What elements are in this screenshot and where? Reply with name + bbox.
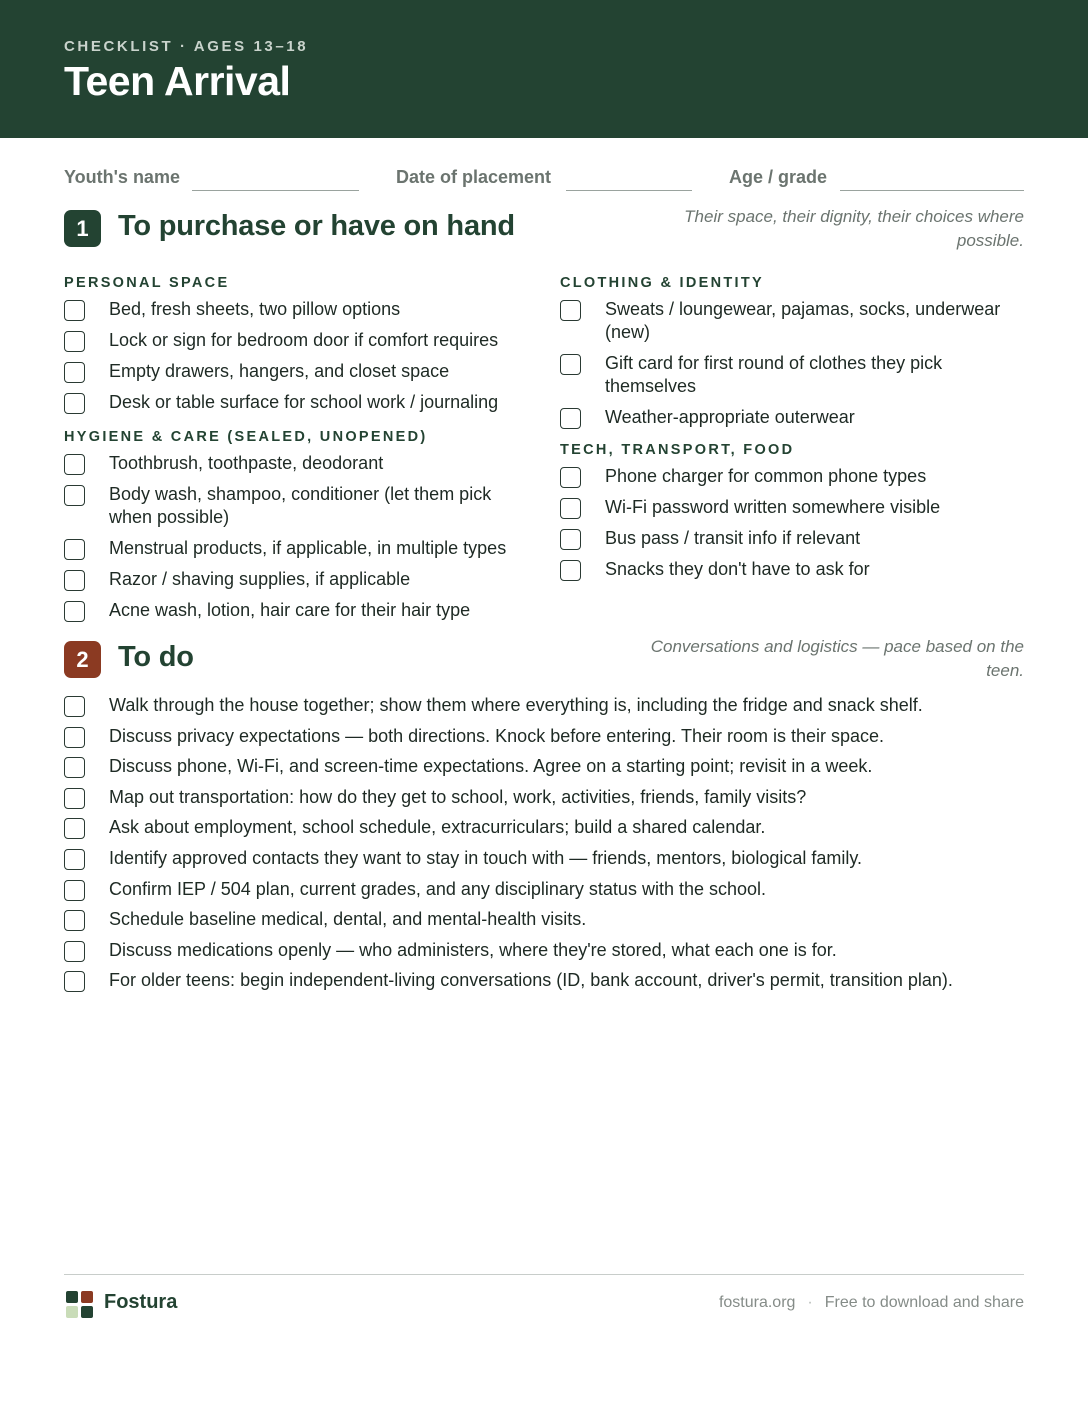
checkbox[interactable]	[64, 485, 85, 506]
checklist-item: Gift card for first round of clothes they pick themselves	[560, 352, 1024, 398]
todo-item: Ask about employment, school schedule, extracurriculars; build a shared calendar.	[64, 816, 1024, 839]
todo-item: Schedule baseline medical, dental, and mental-health visits.	[64, 908, 1024, 931]
checkbox[interactable]	[64, 300, 85, 321]
checklist-item: Snacks they don't have to ask for	[560, 558, 1024, 581]
todo-item: Discuss medications openly — who administers, where they're stored, what each one is for.	[64, 939, 1024, 962]
checklist-item: Weather-appropriate outerwear	[560, 406, 1024, 429]
checkbox[interactable]	[64, 331, 85, 352]
checkbox[interactable]	[64, 727, 85, 748]
header-banner	[0, 0, 1088, 138]
checklist-item: Bed, fresh sheets, two pillow options	[64, 298, 534, 321]
section-2-title: To do	[118, 641, 194, 673]
checkbox[interactable]	[64, 362, 85, 383]
checkbox[interactable]	[560, 467, 581, 488]
checklist-item: Empty drawers, hangers, and closet space	[64, 360, 534, 383]
checkbox[interactable]	[64, 696, 85, 717]
checklist-item: Razor / shaving supplies, if applicable	[64, 568, 534, 591]
checkbox[interactable]	[64, 971, 85, 992]
checkbox[interactable]	[64, 910, 85, 931]
footer-info	[719, 1294, 1024, 1312]
checklist-item: Desk or table surface for school work / journaling	[64, 391, 534, 414]
checklist-item: Phone charger for common phone types	[560, 465, 1024, 488]
checklist-item: Acne wash, lotion, hair care for their hair type	[64, 599, 534, 622]
age-grade-label: Age / grade	[729, 167, 828, 187]
checkbox[interactable]	[64, 818, 85, 839]
checklist-item: Sweats / loungewear, pajamas, socks, underwear (new)	[560, 298, 1024, 344]
group-title: HYGIENE & CARE (SEALED, UNOPENED)	[64, 429, 428, 445]
site-link[interactable]: fostura.org	[718, 1294, 796, 1311]
checkbox[interactable]	[560, 408, 581, 429]
checkbox[interactable]	[64, 880, 85, 901]
checklist-item: Body wash, shampoo, conditioner (let them pick when possible)	[64, 483, 534, 529]
todo-list	[64, 694, 1024, 1000]
checkbox[interactable]	[64, 454, 85, 475]
checklist-eyebrow: CHECKLIST · AGES 13–18	[64, 38, 309, 55]
checkbox[interactable]	[64, 601, 85, 622]
section-2-number-badge: 2	[64, 641, 101, 678]
todo-item: Identify approved contacts they want to stay in touch with — friends, mentors, biological family.	[64, 847, 1024, 870]
checklist-item: Bus pass / transit info if relevant	[560, 527, 1024, 550]
group-title: TECH, TRANSPORT, FOOD	[560, 442, 795, 458]
checkbox[interactable]	[64, 849, 85, 870]
checkbox[interactable]	[64, 570, 85, 591]
fostura-logo-icon	[66, 1291, 93, 1318]
checklist-item: Toothbrush, toothpaste, deodorant	[64, 452, 534, 475]
section-2-note: Conversations and logistics — pace based on the teen.	[650, 637, 1024, 680]
checkbox[interactable]	[560, 354, 581, 375]
todo-item: Map out transportation: how do they get to school, work, activities, friends, family visits?	[64, 786, 1024, 809]
age-grade-field[interactable]	[840, 190, 1024, 191]
group-title: PERSONAL SPACE	[64, 275, 230, 291]
checklist-item: Menstrual products, if applicable, in multiple types	[64, 537, 534, 560]
footer-separator: ·	[807, 1294, 813, 1311]
brand-name: Fostura	[104, 1291, 178, 1313]
checkbox[interactable]	[64, 393, 85, 414]
section-1-title: To purchase or have on hand	[118, 210, 515, 242]
todo-item: Confirm IEP / 504 plan, current grades, and any disciplinary status with the school.	[64, 878, 1024, 901]
checklist-item: Lock or sign for bedroom door if comfort requires	[64, 329, 534, 352]
placement-date-label: Date of placement	[396, 167, 552, 187]
checkbox[interactable]	[64, 539, 85, 560]
section-1-number-badge: 1	[64, 210, 101, 247]
todo-item: Walk through the house together; show them where everything is, including the fridge and snack shelf.	[64, 694, 1024, 717]
todo-item: For older teens: begin independent-living conversations (ID, bank account, driver's permit, transition plan).	[64, 969, 1024, 992]
youth-name-field[interactable]	[192, 190, 359, 191]
section-1-note: Their space, their dignity, their choices where possible.	[684, 207, 1024, 250]
checkbox[interactable]	[64, 757, 85, 778]
footer-tagline: Free to download and share	[824, 1294, 1024, 1311]
group-title: CLOTHING & IDENTITY	[560, 275, 764, 291]
checkbox[interactable]	[64, 788, 85, 809]
todo-item: Discuss privacy expectations — both directions. Knock before entering. Their room is their space.	[64, 725, 1024, 748]
todo-item: Discuss phone, Wi-Fi, and screen-time expectations. Agree on a starting point; revisit in a week.	[64, 755, 1024, 778]
clothing-identity-group	[560, 275, 1024, 437]
checkbox[interactable]	[560, 529, 581, 550]
placement-date-field[interactable]	[566, 190, 692, 191]
page-title: Teen Arrival	[64, 58, 291, 104]
youth-name-label: Youth's name	[64, 167, 180, 187]
tech-transport-food-group	[560, 442, 1024, 589]
checkbox[interactable]	[560, 560, 581, 581]
checkbox[interactable]	[560, 300, 581, 321]
checkbox[interactable]	[560, 498, 581, 519]
personal-space-group	[64, 275, 534, 422]
hygiene-care-group	[64, 429, 534, 630]
footer-divider	[64, 1274, 1024, 1275]
checkbox[interactable]	[64, 941, 85, 962]
checklist-item: Wi-Fi password written somewhere visible	[560, 496, 1024, 519]
